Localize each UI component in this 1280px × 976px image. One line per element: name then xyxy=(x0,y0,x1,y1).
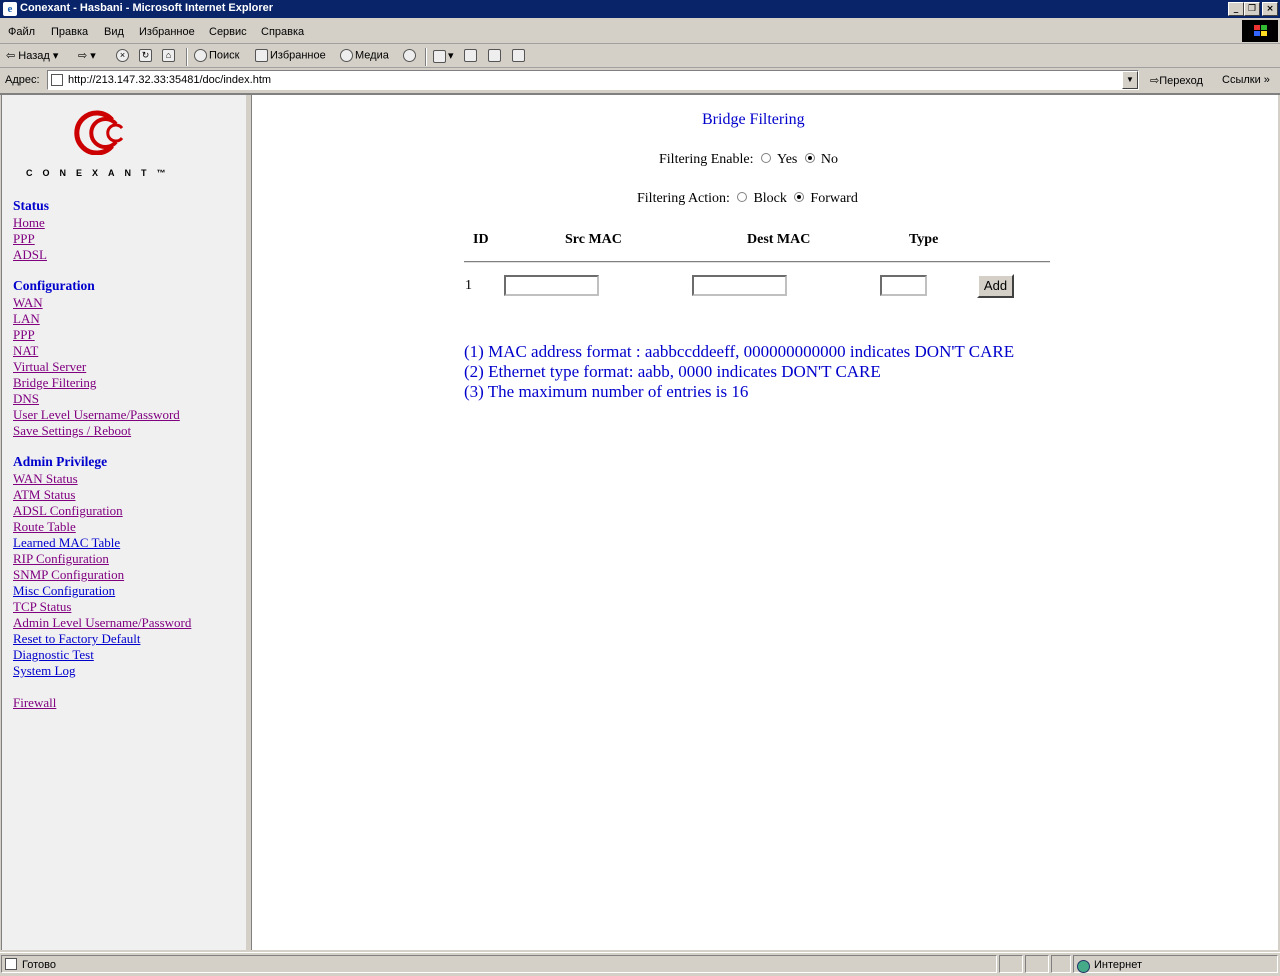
refresh-button[interactable] xyxy=(139,49,154,62)
forward-arrow-icon: ⇨ xyxy=(78,50,88,62)
browser-content xyxy=(0,93,1280,950)
type-input[interactable] xyxy=(880,275,927,296)
media-label: Медиа xyxy=(355,49,389,62)
links-label: Ссылки xyxy=(1222,74,1261,86)
address-url: http://213.147.32.33:35481/doc/index.htm xyxy=(68,74,272,86)
nav-link-atm-status[interactable]: ATM Status xyxy=(13,487,76,502)
nav-link-firewall[interactable]: Firewall xyxy=(13,695,57,710)
go-arrow-icon: ⇨ xyxy=(1150,75,1160,87)
menu-favorites[interactable]: Избранное xyxy=(139,26,195,38)
nav-link-misc-configuration[interactable]: Misc Configuration xyxy=(13,583,116,598)
refresh-icon: ↻ xyxy=(139,49,152,62)
src-mac-input[interactable] xyxy=(504,275,599,296)
zone-label: Интернет xyxy=(1094,959,1142,971)
stop-icon: × xyxy=(116,49,129,62)
page-title: Bridge Filtering xyxy=(702,111,805,128)
status-panel xyxy=(1051,955,1071,973)
add-button[interactable]: Add xyxy=(977,274,1014,298)
mail-icon xyxy=(433,50,446,63)
favorites-button[interactable] xyxy=(255,49,326,62)
menu-view[interactable]: Вид xyxy=(104,26,124,38)
nav-link-diagnostic-test[interactable]: Diagnostic Test xyxy=(13,647,94,662)
nav-link-user-password[interactable]: User Level Username/Password xyxy=(13,407,180,422)
nav-link-bridge-filtering[interactable]: Bridge Filtering xyxy=(13,375,97,390)
conexant-logo-icon xyxy=(64,110,134,155)
home-icon: ⌂ xyxy=(162,49,175,62)
menu-tools[interactable]: Сервис xyxy=(209,26,247,38)
nav-link-rip-configuration[interactable]: RIP Configuration xyxy=(13,551,109,566)
enable-no-radio[interactable] xyxy=(805,153,815,163)
menu-bar xyxy=(0,18,1280,44)
window-titlebar xyxy=(0,0,1280,18)
nav-link-dns[interactable]: DNS xyxy=(13,391,40,406)
nav-link-snmp-configuration[interactable]: SNMP Configuration xyxy=(13,567,125,582)
action-forward-label: Forward xyxy=(810,191,858,206)
edit-button[interactable] xyxy=(488,49,503,62)
nav-link-ppp-status[interactable]: PPP xyxy=(13,231,35,246)
stop-button[interactable] xyxy=(116,49,131,62)
go-label: Переход xyxy=(1159,75,1203,87)
zone-panel xyxy=(1073,955,1278,973)
table-divider xyxy=(464,261,1050,263)
status-panel xyxy=(1025,955,1049,973)
forward-dropdown-icon[interactable]: ▾ xyxy=(90,50,96,62)
note-ethernet-type: (2) Ethernet type format: aabb, 0000 indicates DON'T CARE xyxy=(464,362,881,381)
header-id: ID xyxy=(473,232,489,247)
search-label: Поиск xyxy=(209,49,240,62)
filtering-enable-label: Filtering Enable: xyxy=(659,152,754,167)
go-button[interactable] xyxy=(1150,74,1203,87)
maximize-button[interactable]: ❐ xyxy=(1244,2,1260,16)
nav-link-adsl[interactable]: ADSL xyxy=(13,247,47,262)
nav-link-save-reboot[interactable]: Save Settings / Reboot xyxy=(13,423,132,438)
favorites-icon xyxy=(255,49,268,62)
menu-help[interactable]: Справка xyxy=(261,26,305,38)
nav-link-home[interactable]: Home xyxy=(13,215,45,230)
nav-link-wan-status[interactable]: WAN Status xyxy=(13,471,78,486)
minimize-button[interactable]: _ xyxy=(1228,2,1244,16)
address-label: Адрес: xyxy=(5,74,40,86)
nav-link-lan[interactable]: LAN xyxy=(13,311,40,326)
history-button[interactable] xyxy=(403,49,418,62)
nav-link-adsl-configuration[interactable]: ADSL Configuration xyxy=(13,503,123,518)
section-status: Status xyxy=(13,198,50,213)
search-icon xyxy=(194,49,207,62)
toolbar-separator xyxy=(425,48,427,66)
address-bar xyxy=(0,69,1280,92)
window-title: Conexant - Hasbani - Microsoft Internet Explorer xyxy=(20,2,274,14)
filtering-action-label: Filtering Action: xyxy=(637,191,730,206)
filtering-enable-row xyxy=(659,152,838,168)
nav-link-nat[interactable]: NAT xyxy=(13,343,39,358)
menu-edit[interactable]: Правка xyxy=(51,26,89,38)
row-id: 1 xyxy=(465,278,472,293)
back-label: Назад xyxy=(18,50,50,62)
toolbar-separator xyxy=(186,48,188,66)
conexant-logo-text: CONEXANT™ xyxy=(26,168,176,178)
enable-no-label: No xyxy=(820,152,838,167)
menu-file[interactable]: Файл xyxy=(8,26,36,38)
section-configuration: Configuration xyxy=(13,278,95,293)
nav-link-virtual-server[interactable]: Virtual Server xyxy=(13,359,87,374)
nav-link-admin-password[interactable]: Admin Level Username/Password xyxy=(13,615,192,630)
filtering-action-row xyxy=(637,191,858,207)
main-frame xyxy=(251,95,1278,950)
back-button[interactable] xyxy=(6,49,58,62)
header-type: Type xyxy=(909,232,939,247)
back-dropdown-icon[interactable]: ▾ xyxy=(52,50,59,62)
discuss-icon xyxy=(512,49,525,62)
history-icon xyxy=(403,49,416,62)
nav-link-learned-mac-table[interactable]: Learned MAC Table xyxy=(13,535,121,550)
media-button[interactable] xyxy=(340,49,389,62)
search-button[interactable] xyxy=(194,49,239,62)
print-button[interactable] xyxy=(464,49,479,62)
internet-globe-icon xyxy=(1077,960,1090,973)
status-text-panel xyxy=(1,955,997,973)
discuss-button[interactable] xyxy=(512,49,527,62)
mail-button[interactable]: ▾ xyxy=(433,49,454,63)
links-button[interactable]: Ссылки » xyxy=(1222,74,1270,86)
status-bar xyxy=(0,952,1280,976)
enable-yes-radio[interactable] xyxy=(761,153,771,163)
nav-link-ppp[interactable]: PPP xyxy=(13,327,35,342)
nav-link-wan[interactable]: WAN xyxy=(13,295,43,310)
action-block-label: Block xyxy=(753,191,787,206)
dest-mac-input[interactable] xyxy=(692,275,787,296)
nav-link-factory-reset[interactable]: Reset to Factory Default xyxy=(13,631,141,646)
action-forward-radio[interactable] xyxy=(794,192,804,202)
status-text: Готово xyxy=(22,959,56,971)
status-panel xyxy=(999,955,1023,973)
note-mac-format: (1) MAC address format : aabbccddeeff, 000000000000 indicates DON'T CARE xyxy=(464,342,1015,361)
windows-logo-icon xyxy=(1242,20,1278,42)
address-dropdown-button[interactable]: ▼ xyxy=(1122,71,1138,89)
back-arrow-icon: ⇦ xyxy=(6,50,16,62)
nav-link-route-table[interactable]: Route Table xyxy=(13,519,76,534)
address-input[interactable] xyxy=(47,70,1139,90)
page-done-icon xyxy=(5,958,17,970)
close-button[interactable]: × xyxy=(1262,2,1278,16)
header-src-mac: Src MAC xyxy=(565,232,622,247)
media-icon xyxy=(340,49,353,62)
nav-link-system-log[interactable]: System Log xyxy=(13,663,76,678)
home-button[interactable] xyxy=(162,49,177,62)
action-block-radio[interactable] xyxy=(737,192,747,202)
header-dest-mac: Dest MAC xyxy=(747,232,811,247)
note-max-entries: (3) The maximum number of entries is 16 xyxy=(464,382,749,401)
enable-yes-label: Yes xyxy=(776,152,798,167)
nav-frame xyxy=(1,95,249,950)
ie-app-icon: e xyxy=(3,2,17,16)
forward-button[interactable] xyxy=(78,49,96,62)
section-admin-privilege: Admin Privilege xyxy=(13,454,108,469)
edit-icon xyxy=(488,49,501,62)
page-icon xyxy=(51,74,63,86)
print-icon xyxy=(464,49,477,62)
favorites-label: Избранное xyxy=(270,49,326,62)
standard-toolbar xyxy=(0,45,1280,68)
nav-link-tcp-status[interactable]: TCP Status xyxy=(13,599,72,614)
